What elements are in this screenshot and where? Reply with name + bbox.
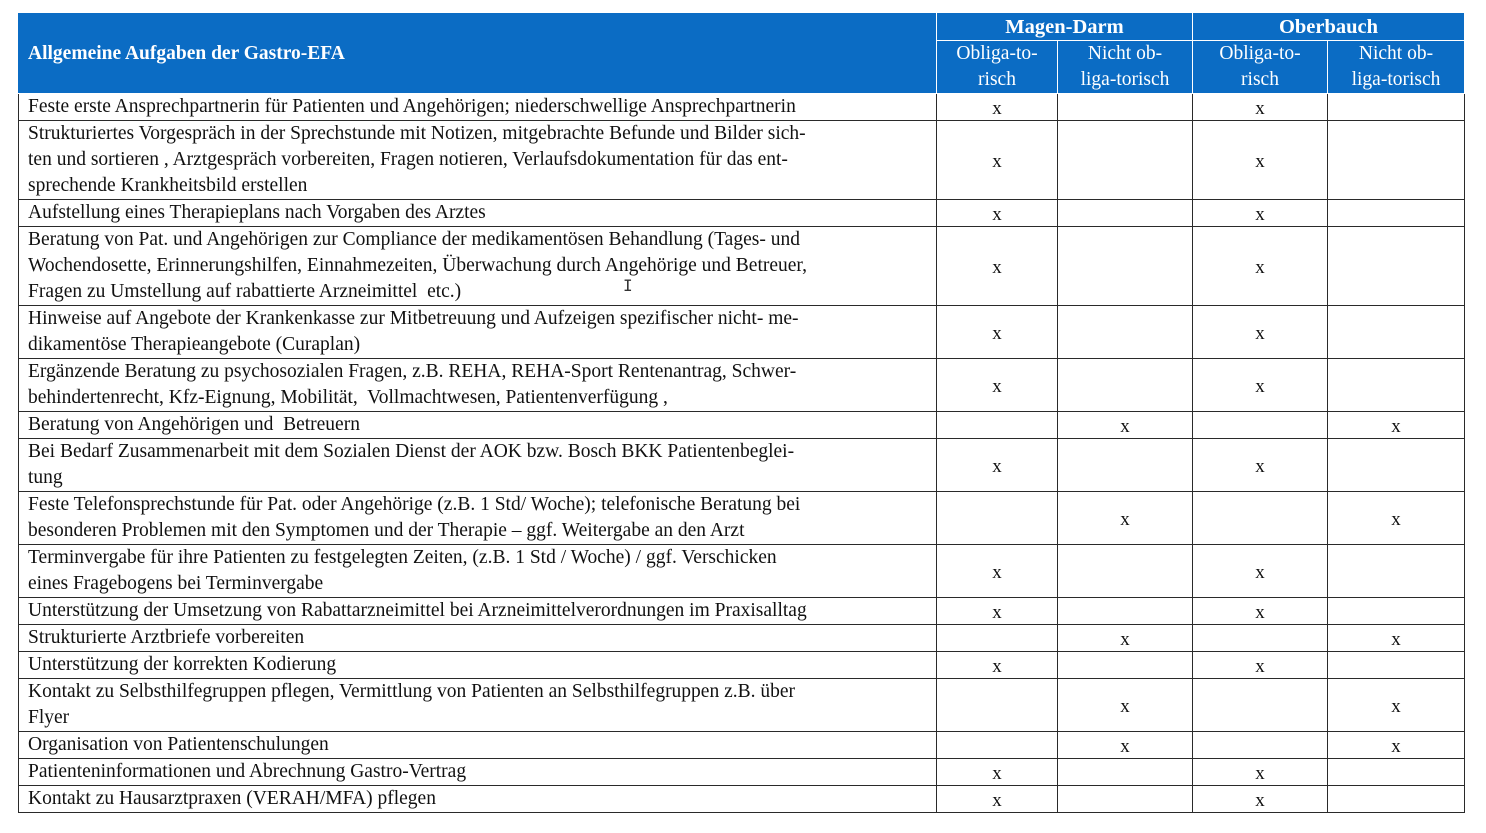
mark-cell — [1193, 412, 1328, 439]
mark-cell — [937, 732, 1058, 759]
table-row — [19, 679, 1465, 732]
mark-cell — [1193, 625, 1328, 652]
mark-cell — [1058, 94, 1193, 121]
mark-cell — [1058, 679, 1193, 732]
task-text: Patienteninformationen und Abrechnung Gastro-Vertrag — [28, 761, 467, 782]
task-text: Strukturiertes Vorgespräch in der Sprechstunde mit Notizen, mitgebrachte Befunde und Bilder sich- ten und sortieren , Arztgespräch vorbereiten, Fragen notieren, Verlaufsdokumentation für das ent- sprechende Krankheitsbild erstellen — [28, 123, 806, 196]
mark-value: x — [992, 656, 1002, 677]
mark-cell — [937, 200, 1058, 227]
mark-value: x — [992, 257, 1002, 278]
task-cell — [19, 759, 937, 786]
mark-value: x — [1255, 376, 1265, 397]
mark-value: x — [992, 376, 1002, 397]
mark-cell — [1058, 598, 1193, 625]
mark-cell — [1328, 786, 1465, 813]
mark-cell — [1193, 121, 1328, 200]
mark-cell — [937, 306, 1058, 359]
table-row — [19, 439, 1465, 492]
mark-cell — [1058, 652, 1193, 679]
mark-cell — [937, 94, 1058, 121]
mark-value: x — [992, 763, 1002, 784]
mark-value: x — [992, 151, 1002, 172]
mark-cell — [1058, 121, 1193, 200]
mark-cell — [1058, 545, 1193, 598]
mark-cell — [1058, 306, 1193, 359]
text-cursor-icon: I — [623, 276, 633, 295]
table-row — [19, 359, 1465, 412]
mark-value: x — [1120, 629, 1130, 650]
mark-cell — [937, 121, 1058, 200]
mark-value: x — [1120, 736, 1130, 757]
mark-cell — [1193, 492, 1328, 545]
mark-cell — [937, 786, 1058, 813]
table-row — [19, 759, 1465, 786]
mark-cell — [1328, 652, 1465, 679]
mark-cell — [937, 492, 1058, 545]
task-cell — [19, 200, 937, 227]
mark-cell — [1058, 625, 1193, 652]
mark-cell — [1328, 359, 1465, 412]
mark-value: x — [1255, 151, 1265, 172]
mark-cell — [1193, 732, 1328, 759]
task-cell — [19, 545, 937, 598]
mark-cell — [1193, 545, 1328, 598]
mark-cell — [1328, 439, 1465, 492]
table-row — [19, 227, 1465, 306]
mark-cell — [1328, 200, 1465, 227]
task-cell — [19, 732, 937, 759]
mark-cell — [1058, 227, 1193, 306]
mark-cell — [937, 359, 1058, 412]
mark-cell — [1193, 679, 1328, 732]
task-text: Kontakt zu Selbsthilfegruppen pflegen, Vermittlung von Patienten an Selbsthilfegruppen z.B. über Flyer — [28, 681, 796, 728]
table-row — [19, 625, 1465, 652]
group-header-magen-darm: Magen-Darm — [937, 14, 1193, 41]
mark-cell — [1328, 598, 1465, 625]
mark-cell — [1193, 439, 1328, 492]
subheader-magen-darm-obligatorisch — [937, 41, 1058, 94]
mark-value: x — [992, 790, 1002, 811]
task-cell — [19, 786, 937, 813]
mark-cell — [937, 652, 1058, 679]
mark-cell — [937, 759, 1058, 786]
subheader-label: Obliga-to- risch — [1219, 43, 1301, 90]
subheader-label: Obliga-to- risch — [956, 43, 1038, 90]
task-text: Unterstützung der korrekten Kodierung — [28, 654, 337, 675]
mark-cell — [1193, 786, 1328, 813]
table-row — [19, 412, 1465, 439]
mark-value: x — [1391, 629, 1401, 650]
task-text: Bei Bedarf Zusammenarbeit mit dem Sozialen Dienst der AOK bzw. Bosch BKK Patientenbeglei- tung — [28, 441, 795, 488]
mark-value: x — [1391, 736, 1401, 757]
mark-cell — [1058, 732, 1193, 759]
tasks-table — [18, 13, 1465, 813]
table-row — [19, 121, 1465, 200]
mark-cell — [1058, 200, 1193, 227]
table-body — [19, 94, 1465, 813]
mark-cell — [1193, 759, 1328, 786]
task-text: Beratung von Pat. und Angehörigen zur Compliance der medikamentösen Behandlung (Tages- und Wochendosette, Erinnerungshilfen, Einnahmezeiten, Überwachung durch Angehörige und Betreuer, Fragen zu Umstellung auf rabattierte Arzneimittel etc.) — [28, 229, 808, 302]
mark-cell — [937, 227, 1058, 306]
task-cell — [19, 94, 937, 121]
table-header — [19, 14, 1465, 94]
task-text: Hinweise auf Angebote der Krankenkasse zur Mitbetreuung und Aufzeigen spezifischer nicht- me- dikamentöse Therapieangebote (Curaplan) — [28, 308, 799, 355]
table-row — [19, 598, 1465, 625]
table-row — [19, 306, 1465, 359]
subheader-oberbauch-obligatorisch — [1193, 41, 1328, 94]
mark-cell — [1193, 94, 1328, 121]
mark-cell — [1328, 759, 1465, 786]
mark-cell — [937, 439, 1058, 492]
mark-cell — [1193, 227, 1328, 306]
subheader-magen-darm-nicht-obligatorisch — [1058, 41, 1193, 94]
task-cell — [19, 121, 937, 200]
task-text: Terminvergabe für ihre Patienten zu festgelegten Zeiten, (z.B. 1 Std / Woche) / ggf. Verschicken eines Fragebogens bei Terminvergabe — [28, 547, 777, 594]
mark-cell — [1328, 492, 1465, 545]
mark-value: x — [1391, 416, 1401, 437]
mark-value: x — [1255, 656, 1265, 677]
mark-cell — [1193, 306, 1328, 359]
mark-value: x — [1255, 98, 1265, 119]
mark-cell — [1193, 200, 1328, 227]
table-row — [19, 200, 1465, 227]
mark-value: x — [1391, 509, 1401, 530]
task-cell — [19, 598, 937, 625]
table-row — [19, 732, 1465, 759]
subheader-label: Nicht ob- liga-torisch — [1080, 43, 1170, 90]
mark-cell — [1058, 492, 1193, 545]
mark-cell — [1328, 227, 1465, 306]
mark-value: x — [1255, 456, 1265, 477]
table-title: Allgemeine Aufgaben der Gastro-EFA — [19, 14, 937, 94]
mark-value: x — [1255, 562, 1265, 583]
mark-cell — [1328, 412, 1465, 439]
mark-cell — [937, 598, 1058, 625]
mark-cell — [1328, 94, 1465, 121]
table-row — [19, 492, 1465, 545]
mark-cell — [1058, 786, 1193, 813]
subheader-oberbauch-nicht-obligatorisch — [1328, 41, 1465, 94]
mark-value: x — [1120, 416, 1130, 437]
mark-cell — [1328, 121, 1465, 200]
task-cell — [19, 227, 937, 306]
mark-cell — [1328, 625, 1465, 652]
mark-value: x — [1255, 602, 1265, 623]
task-cell — [19, 412, 937, 439]
mark-value: x — [992, 98, 1002, 119]
mark-cell — [1328, 306, 1465, 359]
task-text: Beratung von Angehörigen und Betreuern — [28, 414, 360, 435]
mark-cell — [937, 625, 1058, 652]
table-row — [19, 652, 1465, 679]
mark-value: x — [1255, 323, 1265, 344]
task-cell — [19, 359, 937, 412]
mark-cell — [1058, 759, 1193, 786]
table-row — [19, 545, 1465, 598]
task-text: Feste erste Ansprechpartnerin für Patienten und Angehörigen; niederschwellige Ansprechpartnerin — [28, 96, 796, 117]
mark-cell — [1058, 439, 1193, 492]
mark-value: x — [1120, 696, 1130, 717]
task-text: Kontakt zu Hausarztpraxen (VERAH/MFA) pflegen — [28, 788, 436, 809]
group-header-oberbauch: Oberbauch — [1193, 14, 1465, 41]
task-cell — [19, 306, 937, 359]
task-text: Unterstützung der Umsetzung von Rabattarzneimittel bei Arzneimittelverordnungen im Praxisalltag — [28, 600, 807, 621]
mark-value: x — [1255, 257, 1265, 278]
mark-cell — [1328, 732, 1465, 759]
mark-value: x — [992, 602, 1002, 623]
mark-cell — [1058, 359, 1193, 412]
task-text: Feste Telefonsprechstunde für Pat. oder Angehörige (z.B. 1 Std/ Woche); telefonische Beratung bei besonderen Problemen mit den Symptomen und der Therapie – ggf. Weitergabe an den Arzt — [28, 494, 801, 541]
mark-cell — [1058, 412, 1193, 439]
task-cell — [19, 625, 937, 652]
mark-value: x — [1255, 790, 1265, 811]
mark-cell — [1328, 545, 1465, 598]
task-cell — [19, 652, 937, 679]
task-cell — [19, 439, 937, 492]
task-text: Organisation von Patientenschulungen — [28, 734, 329, 755]
mark-cell — [1193, 598, 1328, 625]
mark-cell — [937, 545, 1058, 598]
mark-value: x — [1120, 509, 1130, 530]
mark-cell — [937, 679, 1058, 732]
mark-value: x — [992, 562, 1002, 583]
mark-value: x — [1255, 204, 1265, 225]
task-text: Strukturierte Arztbriefe vorbereiten — [28, 627, 305, 648]
task-text: Ergänzende Beratung zu psychosozialen Fragen, z.B. REHA, REHA-Sport Rentenantrag, Schwer- behindertenrecht, Kfz-Eignung, Mobilität, Vollmachtwesen, Patientenverfügung , — [28, 361, 797, 408]
table-row — [19, 94, 1465, 121]
mark-cell — [1328, 679, 1465, 732]
task-cell — [19, 492, 937, 545]
table-row — [19, 786, 1465, 813]
subheader-label: Nicht ob- liga-torisch — [1351, 43, 1441, 90]
mark-value: x — [992, 456, 1002, 477]
task-text: Aufstellung eines Therapieplans nach Vorgaben des Arztes — [28, 202, 486, 223]
mark-cell — [1193, 359, 1328, 412]
mark-cell — [937, 412, 1058, 439]
task-cell — [19, 679, 937, 732]
mark-value: x — [1391, 696, 1401, 717]
mark-value: x — [992, 323, 1002, 344]
mark-value: x — [1255, 763, 1265, 784]
mark-cell — [1193, 652, 1328, 679]
mark-value: x — [992, 204, 1002, 225]
